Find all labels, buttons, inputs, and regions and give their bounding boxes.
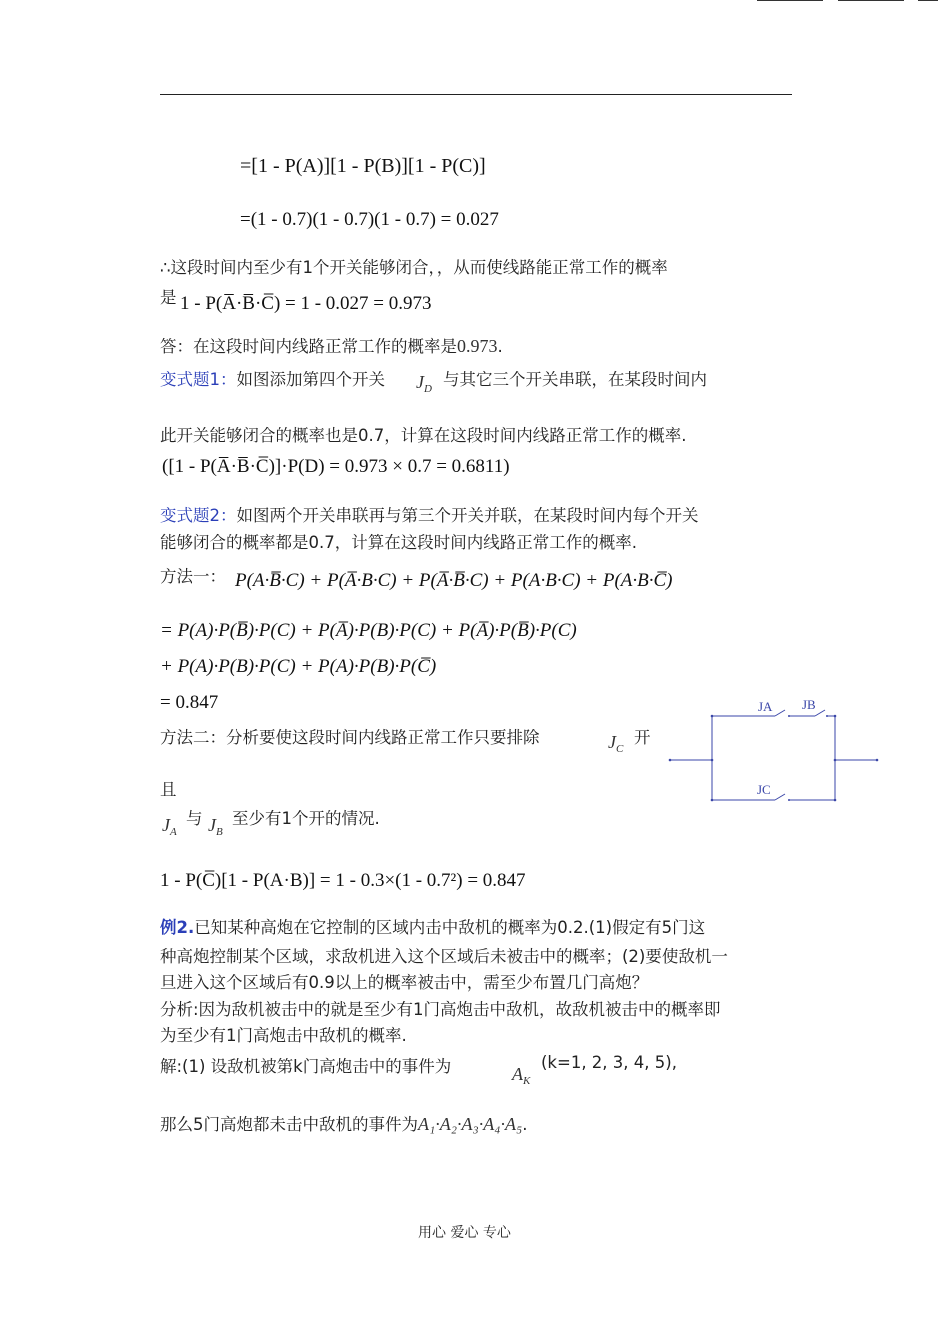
method2-open: 开	[634, 728, 651, 747]
header-rule	[160, 94, 792, 95]
solution-ak: $A_K$	[512, 1064, 531, 1087]
answer-suffix: .	[497, 337, 503, 356]
ja-symbol: $J_A$	[162, 815, 177, 838]
method2-jc: $J_C$	[608, 732, 624, 755]
page-footer: 用心 爱心 专心	[418, 1225, 511, 1241]
circuit-label-ja: JA	[758, 699, 773, 714]
method1-expanded: = P(A)·P(B̅)·P(C) + P(A̅)·P(B)·P(C) + P(A̅)·P(B̅)·P(C)	[160, 620, 577, 641]
formula-product-values: =(1 - 0.7)(1 - 0.7)(1 - 0.7) = 0.027	[240, 209, 499, 230]
top-corner-mark-1	[757, 0, 823, 1]
variant1-text-a: 如图添加第四个开关	[236, 370, 385, 389]
variant1-line1	[160, 366, 385, 390]
solution-line2-text: 那么5门高炮都未击中敌机的事件为	[160, 1115, 418, 1134]
solution-end: .	[522, 1115, 528, 1134]
variant2-label: 变式题2：	[160, 506, 237, 525]
solution-line2	[160, 1111, 528, 1135]
method1-result: = 0.847	[160, 692, 219, 713]
variant2-line1	[160, 502, 699, 526]
method1-sum: P(A·B̅·C) + P(A̅·B·C) + P(A̅·B̅·C) + P(A·B·C) + P(A·B·C̅)	[235, 570, 673, 591]
variant1-answer-formula: ([1 - P(A̅·B̅·C̅)]·P(D) = 0.973 × 0.7 = 0.6811)	[162, 456, 510, 477]
variant1-label: 变式题1：	[160, 370, 237, 389]
formula-product-complement: =[1 - P(A)][1 - P(B)][1 - P(C)]	[240, 155, 486, 177]
solution-events: A₁·A₂·A₃·A₄·A₅	[418, 1114, 523, 1134]
variant2-line2: 能够闭合的概率都是0.7，计算在这段时间内线路正常工作的概率.	[160, 533, 637, 552]
example2-line3: 旦进入这个区域后有0.9以上的概率被击中，需至少布置几门高炮？	[160, 973, 649, 992]
solution-k-range: (k=1, 2, 3, 4, 5),	[541, 1053, 677, 1072]
circuit-label-jc: JC	[757, 782, 771, 797]
formula-at-least-one: 1 - P(A̅·B̅·C̅) = 1 - 0.027 = 0.973	[180, 293, 432, 314]
yu-word: 与	[186, 809, 203, 828]
switch-jc	[775, 794, 785, 800]
variant1-line2: 此开关能够闭合的概率也是0.7，计算在这段时间内线路正常工作的概率.	[160, 426, 687, 445]
example2-line1	[160, 914, 705, 938]
method2-formula: 1 - P(C̅)[1 - P(A·B)] = 1 - 0.3×(1 - 0.7²) = 0.847	[160, 870, 526, 891]
answer-value: 0.973	[457, 336, 498, 356]
conclusion-is: 是	[160, 288, 177, 307]
example2-text: 已知某种高炮在它控制的区域内击中敌机的概率为0.2.(1)假定有5门这	[194, 918, 706, 937]
circuit-label-jb: JB	[802, 697, 816, 712]
circuit-diagram	[665, 690, 885, 810]
method1-label: 方法一：	[160, 567, 226, 586]
example2-label: 例2.	[160, 918, 195, 937]
method1-expanded-cont: + P(A)·P(B)·P(C) + P(A)·P(B)·P(C̅)	[160, 656, 437, 677]
and-word: 且	[160, 780, 177, 799]
variant1-jd: $J_D$	[416, 372, 432, 395]
conclusion-line: ∴这段时间内至少有1个开关能够闭合，，从而使线路能正常工作的概率	[160, 258, 668, 277]
example2-line2: 种高炮控制某个区域，求敌机进入这个区域后未被击中的概率；(2)要使敌机一	[160, 947, 728, 966]
answer-line	[160, 333, 503, 357]
answer-prefix: 答：在这段时间内线路正常工作的概率是	[160, 337, 457, 356]
method2-line: 方法二：分析要使这段时间内线路正常工作只要排除	[160, 728, 540, 747]
variant2-text: 如图两个开关串联再与第三个开关并联，在某段时间内每个开关	[236, 506, 699, 525]
top-corner-mark-3	[918, 0, 938, 1]
switch-jb	[815, 710, 825, 716]
top-corner-mark-2	[838, 0, 904, 1]
analysis-line2: 为至少有1门高炮击中敌机的概率.	[160, 1026, 407, 1045]
at-least-line: 至少有1个开的情况.	[232, 809, 380, 828]
switch-ja	[775, 710, 785, 716]
analysis-line1: 分析:因为敌机被击中的就是至少有1门高炮击中敌机，故敌机被击中的概率即	[160, 1000, 721, 1019]
variant1-text-b: 与其它三个开关串联，在某段时间内	[443, 370, 707, 389]
jb-symbol: $J_B$	[208, 815, 223, 838]
solution-line1: 解:(1) 设敌机被第k门高炮击中的事件为	[160, 1057, 452, 1076]
